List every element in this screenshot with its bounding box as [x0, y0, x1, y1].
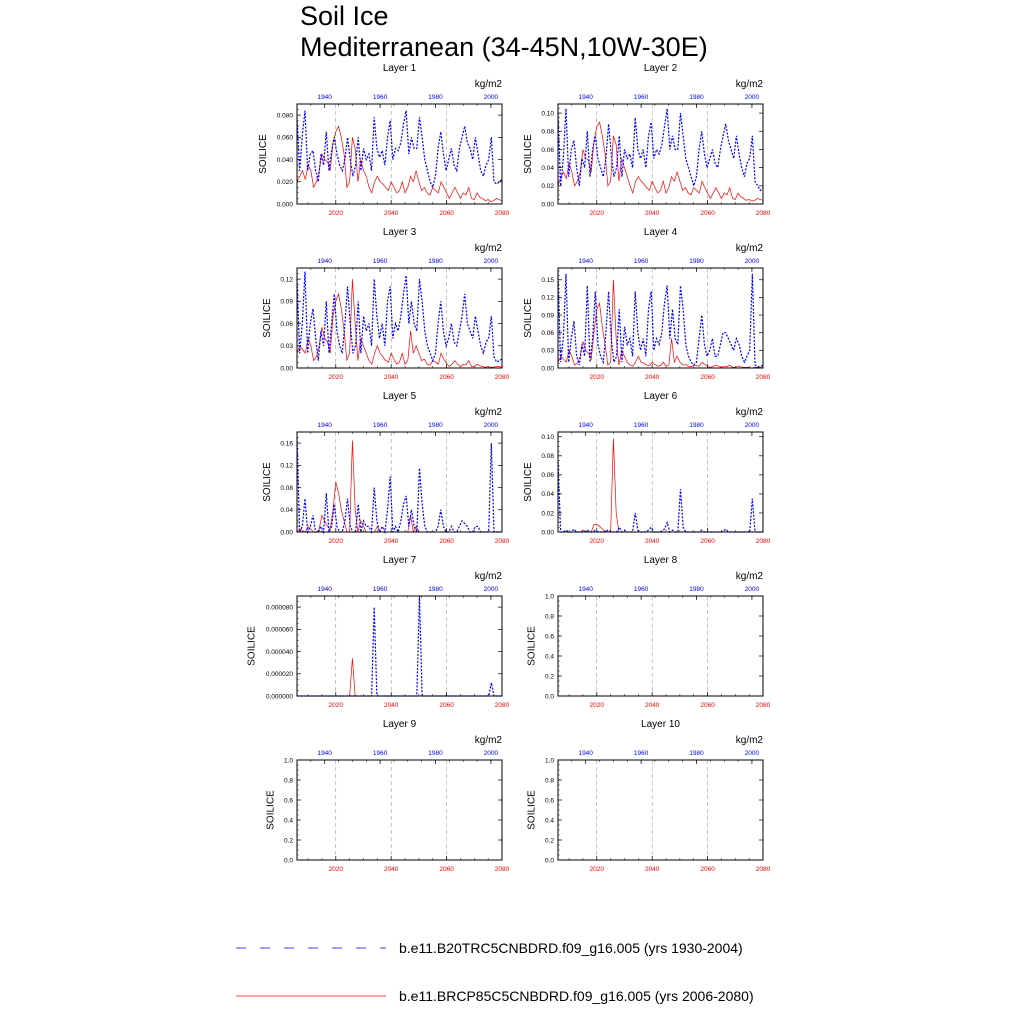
- y-tick-label: 0.02: [541, 183, 554, 191]
- y-tick-label: 0.12: [280, 462, 293, 470]
- x-top-tick-label: 1940: [578, 94, 593, 101]
- series-blue-line: [558, 109, 763, 191]
- panel-2: [523, 63, 771, 217]
- x-tick-label: 2080: [755, 210, 771, 217]
- y-tick-label: 0.10: [541, 110, 554, 118]
- x-tick-label: 2080: [494, 210, 510, 217]
- series-red-line: [558, 122, 763, 201]
- panel-title: Layer 1: [382, 63, 417, 74]
- panel-10: [527, 719, 771, 873]
- panel-5: [262, 391, 510, 545]
- panel-6: [523, 391, 771, 545]
- panel-grid: [247, 63, 771, 873]
- x-top-tick-label: 2000: [744, 94, 760, 101]
- panel-1: [258, 63, 510, 217]
- x-top-tick-label: 1940: [578, 422, 593, 429]
- units-label: kg/m2: [474, 735, 502, 746]
- x-top-tick-label: 1960: [633, 422, 649, 429]
- y-tick-label: 0.020: [276, 179, 293, 187]
- y-tick-label: 0.00: [541, 201, 554, 209]
- series-red-line: [297, 126, 502, 202]
- y-tick-label: 0.4: [544, 653, 554, 661]
- y-tick-label: 0.080: [276, 112, 293, 120]
- y-tick-label: 0.09: [280, 298, 293, 306]
- y-axis-label: SOILICE: [261, 462, 273, 502]
- panel-title: Layer 9: [382, 719, 417, 730]
- x-top-tick-label: 1960: [633, 258, 649, 265]
- y-tick-label: 0.12: [280, 276, 293, 284]
- y-tick-label: 0.6: [544, 797, 554, 805]
- plot-frame: [558, 760, 763, 860]
- y-tick-label: 0.4: [283, 817, 293, 825]
- panel-title: Layer 6: [643, 391, 678, 402]
- x-top-tick-label: 1980: [428, 586, 443, 593]
- x-top-tick-label: 2000: [483, 258, 499, 265]
- x-top-tick-label: 1980: [428, 258, 443, 265]
- x-top-tick-label: 1940: [578, 258, 593, 265]
- x-tick-label: 2040: [644, 374, 660, 381]
- y-tick-label: 0.06: [541, 472, 554, 480]
- x-tick-label: 2080: [494, 374, 510, 381]
- y-tick-label: 0.09: [541, 312, 554, 320]
- figure-subtitle: Mediterranean (34-45N,10W-30E): [300, 32, 708, 62]
- y-tick-label: 0.00: [541, 529, 554, 537]
- series-red-line: [558, 280, 763, 368]
- y-tick-label: 0.08: [541, 453, 554, 461]
- x-tick-label: 2040: [644, 866, 660, 873]
- x-top-tick-label: 2000: [744, 750, 760, 757]
- panel-3: [262, 227, 510, 381]
- panel-title: Layer 3: [382, 227, 417, 238]
- y-tick-label: 0.06: [541, 330, 554, 338]
- x-tick-label: 2060: [439, 374, 454, 381]
- y-tick-label: 0.03: [541, 347, 554, 355]
- x-tick-label: 2020: [589, 210, 605, 217]
- y-axis-label: SOILICE: [526, 790, 538, 830]
- legend-blue-label: b.e11.B20TRC5CNBDRD.f09_g16.005 (yrs 1930-2004): [399, 940, 743, 956]
- y-axis-label: SOILICE: [522, 462, 534, 502]
- x-tick-label: 2040: [383, 702, 399, 709]
- x-tick-label: 2080: [494, 538, 510, 545]
- y-tick-label: 0.04: [541, 164, 554, 172]
- y-tick-label: 0.040: [276, 156, 293, 164]
- units-label: kg/m2: [735, 735, 763, 746]
- panel-title: Layer 8: [643, 555, 678, 566]
- x-tick-label: 2020: [589, 538, 605, 545]
- panel-title: Layer 4: [643, 227, 678, 238]
- x-tick-label: 2020: [589, 374, 605, 381]
- x-tick-label: 2020: [589, 866, 605, 873]
- x-tick-label: 2080: [494, 702, 510, 709]
- x-top-tick-label: 1980: [689, 422, 704, 429]
- x-tick-label: 2060: [439, 210, 454, 217]
- plot-frame: [558, 432, 763, 532]
- y-axis-label: SOILICE: [246, 626, 258, 666]
- x-tick-label: 2060: [700, 210, 715, 217]
- x-tick-label: 2060: [439, 866, 454, 873]
- y-tick-label: 0.000: [276, 201, 293, 209]
- series-blue-line: [558, 462, 763, 532]
- x-tick-label: 2020: [328, 210, 344, 217]
- series-blue-line: [297, 272, 502, 362]
- x-top-tick-label: 1980: [428, 94, 443, 101]
- x-tick-label: 2020: [328, 702, 344, 709]
- units-label: kg/m2: [735, 243, 763, 254]
- y-tick-label: 0.000040: [265, 648, 293, 656]
- y-axis-label: SOILICE: [261, 298, 273, 338]
- panel-8: [527, 555, 771, 709]
- plot-frame: [297, 268, 502, 368]
- y-tick-label: 0.02: [541, 510, 554, 518]
- y-tick-label: 0.10: [541, 434, 554, 442]
- x-tick-label: 2040: [383, 538, 399, 545]
- y-tick-label: 0.04: [280, 507, 293, 515]
- y-axis-label: SOILICE: [258, 134, 269, 174]
- x-tick-label: 2040: [644, 702, 660, 709]
- y-tick-label: 0.08: [280, 484, 293, 492]
- x-tick-label: 2020: [589, 702, 605, 709]
- y-tick-label: 0.08: [541, 128, 554, 136]
- x-top-tick-label: 1980: [428, 750, 443, 757]
- x-top-tick-label: 2000: [483, 422, 499, 429]
- series-blue-line: [558, 274, 763, 367]
- x-tick-label: 2040: [383, 210, 399, 217]
- x-top-tick-label: 1960: [633, 586, 649, 593]
- y-tick-label: 1.0: [283, 757, 293, 765]
- units-label: kg/m2: [474, 79, 502, 90]
- y-tick-label: 0.15: [541, 277, 554, 285]
- y-tick-label: 0.00: [280, 529, 293, 537]
- x-top-tick-label: 1980: [689, 586, 704, 593]
- units-label: kg/m2: [735, 79, 763, 90]
- x-tick-label: 2080: [494, 866, 510, 873]
- y-tick-label: 0.6: [544, 633, 554, 641]
- panel-title: Layer 10: [641, 719, 680, 730]
- x-top-tick-label: 1940: [317, 258, 332, 265]
- y-tick-label: 0.4: [544, 817, 554, 825]
- x-top-tick-label: 1940: [317, 422, 332, 429]
- y-tick-label: 0.00: [280, 365, 293, 373]
- y-tick-label: 0.04: [541, 491, 554, 499]
- x-top-tick-label: 1960: [372, 750, 388, 757]
- x-top-tick-label: 1940: [578, 750, 593, 757]
- legend: [236, 940, 754, 1004]
- y-tick-label: 0.000060: [265, 626, 293, 634]
- y-tick-label: 0.060: [276, 134, 293, 142]
- x-top-tick-label: 1980: [689, 94, 704, 101]
- y-tick-label: 0.03: [280, 343, 293, 351]
- y-tick-label: 0.0: [544, 693, 554, 701]
- y-tick-label: 0.16: [280, 440, 293, 448]
- x-tick-label: 2040: [644, 538, 660, 545]
- figure-title: Soil Ice: [300, 1, 389, 31]
- y-tick-label: 0.8: [544, 613, 554, 621]
- y-tick-label: 0.2: [544, 837, 554, 845]
- x-top-tick-label: 2000: [744, 586, 760, 593]
- y-tick-label: 0.12: [541, 294, 554, 302]
- x-tick-label: 2060: [700, 702, 715, 709]
- y-tick-label: 0.0: [544, 857, 554, 865]
- y-tick-label: 0.6: [283, 797, 293, 805]
- y-axis-label: SOILICE: [522, 134, 534, 174]
- x-top-tick-label: 2000: [483, 94, 499, 101]
- x-tick-label: 2080: [755, 866, 771, 873]
- series-blue-line: [297, 596, 502, 696]
- x-top-tick-label: 1940: [317, 586, 332, 593]
- x-tick-label: 2060: [439, 538, 454, 545]
- series-red-line: [558, 439, 763, 532]
- x-top-tick-label: 2000: [744, 258, 760, 265]
- x-tick-label: 2020: [328, 538, 344, 545]
- panel-title: Layer 2: [643, 63, 678, 74]
- x-top-tick-label: 1960: [372, 94, 388, 101]
- panel-9: [266, 719, 510, 873]
- x-tick-label: 2020: [328, 374, 344, 381]
- y-axis-label: SOILICE: [526, 626, 538, 666]
- units-label: kg/m2: [474, 243, 502, 254]
- y-tick-label: 0.06: [280, 320, 293, 328]
- x-tick-label: 2080: [755, 374, 771, 381]
- series-blue-line: [297, 438, 502, 532]
- x-tick-label: 2040: [644, 210, 660, 217]
- panel-7: [247, 555, 510, 709]
- x-top-tick-label: 1960: [372, 586, 388, 593]
- units-label: kg/m2: [474, 571, 502, 582]
- x-top-tick-label: 2000: [483, 586, 499, 593]
- x-tick-label: 2040: [383, 866, 399, 873]
- x-top-tick-label: 1960: [633, 750, 649, 757]
- x-top-tick-label: 1960: [372, 258, 388, 265]
- series-red-line: [297, 440, 502, 532]
- x-tick-label: 2060: [700, 374, 715, 381]
- y-tick-label: 0.000020: [265, 671, 293, 679]
- units-label: kg/m2: [735, 571, 763, 582]
- x-tick-label: 2080: [755, 538, 771, 545]
- y-tick-label: 0.0: [283, 857, 293, 865]
- units-label: kg/m2: [735, 407, 763, 418]
- x-top-tick-label: 1960: [633, 94, 649, 101]
- y-tick-label: 0.8: [283, 777, 293, 785]
- series-blue-line: [297, 111, 502, 188]
- panel-4: [523, 227, 771, 381]
- y-tick-label: 0.000000: [265, 693, 293, 701]
- y-tick-label: 1.0: [544, 593, 554, 601]
- y-tick-label: 1.0: [544, 757, 554, 765]
- y-axis-label: SOILICE: [522, 298, 534, 338]
- x-top-tick-label: 1940: [317, 94, 332, 101]
- x-top-tick-label: 1980: [689, 258, 704, 265]
- plot-frame: [558, 596, 763, 696]
- x-tick-label: 2060: [700, 538, 715, 545]
- y-tick-label: 0.000080: [265, 604, 293, 612]
- y-tick-label: 0.06: [541, 146, 554, 154]
- y-axis-label: SOILICE: [265, 790, 277, 830]
- x-top-tick-label: 2000: [744, 422, 760, 429]
- panel-title: Layer 5: [382, 391, 417, 402]
- x-top-tick-label: 1960: [372, 422, 388, 429]
- units-label: kg/m2: [474, 407, 502, 418]
- plot-frame: [297, 596, 502, 696]
- x-top-tick-label: 2000: [483, 750, 499, 757]
- y-tick-label: 0.00: [541, 365, 554, 373]
- y-tick-label: 0.8: [544, 777, 554, 785]
- x-tick-label: 2080: [755, 702, 771, 709]
- series-red-line: [297, 658, 502, 696]
- x-top-tick-label: 1940: [317, 750, 332, 757]
- x-tick-label: 2040: [383, 374, 399, 381]
- x-tick-label: 2060: [700, 866, 715, 873]
- x-top-tick-label: 1980: [428, 422, 443, 429]
- y-tick-label: 0.2: [544, 673, 554, 681]
- panel-title: Layer 7: [382, 555, 417, 566]
- y-tick-label: 0.2: [283, 837, 293, 845]
- legend-red-label: b.e11.BRCP85C5CNBDRD.f09_g16.005 (yrs 2006-2080): [399, 988, 754, 1004]
- x-tick-label: 2060: [439, 702, 454, 709]
- x-top-tick-label: 1940: [578, 586, 593, 593]
- x-top-tick-label: 1980: [689, 750, 704, 757]
- plot-frame: [297, 760, 502, 860]
- x-tick-label: 2020: [328, 866, 344, 873]
